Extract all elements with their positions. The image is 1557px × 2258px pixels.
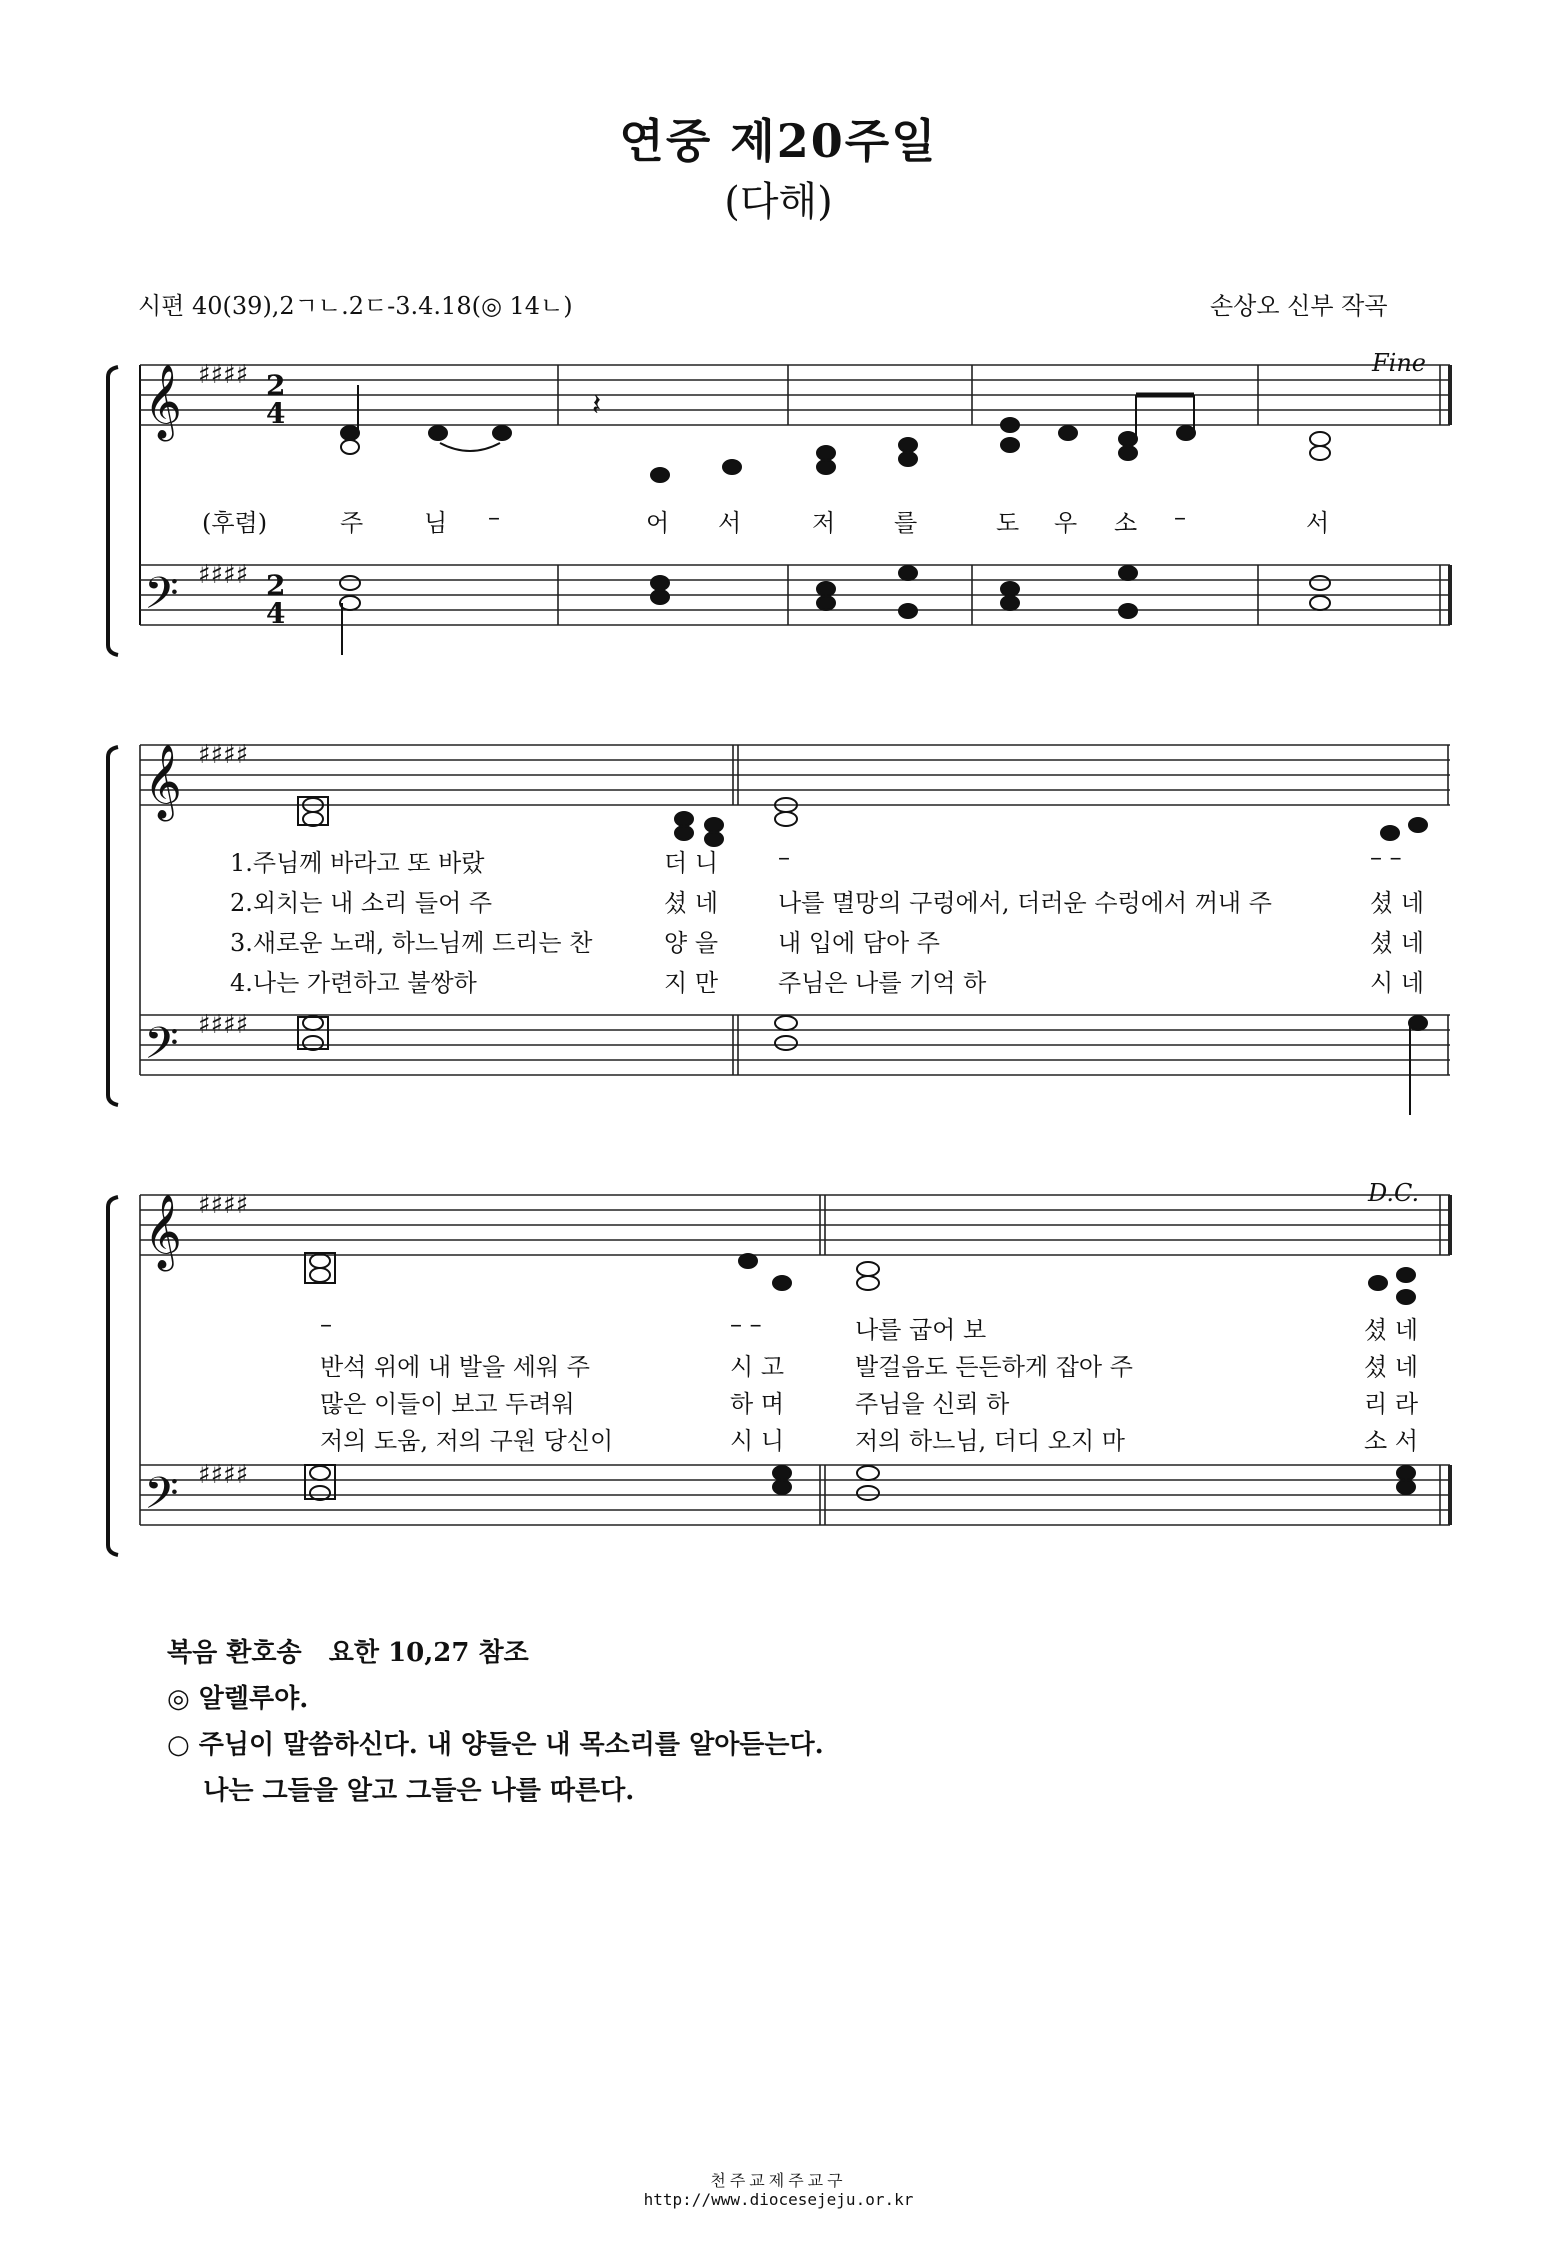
lyric: 를	[894, 509, 918, 537]
verse-3-h: 리 라	[1364, 1390, 1418, 1418]
gospel-line-2: ○ 주님이 말씀하신다. 내 양들은 내 목소리를 알아듣는다.	[167, 1730, 824, 1760]
verse-4-a: 4.나는 가련하고 불쌍하	[230, 969, 477, 997]
lyric: 서	[718, 509, 742, 537]
verse-2-e: 반석 위에 내 발을 세워 주	[320, 1353, 590, 1381]
verse-2-b: 셨 네	[664, 889, 718, 917]
verse-4-d: 시 네	[1370, 969, 1424, 997]
verse-4-f: 시 니	[730, 1427, 784, 1455]
lyric: 소	[1114, 509, 1138, 537]
svg-text:♯♯♯♯: ♯♯♯♯	[198, 740, 249, 770]
lyric: 어	[646, 509, 670, 537]
svg-text:𝄞: 𝄞	[144, 745, 182, 819]
page-subtitle: (다해)	[724, 179, 833, 225]
lyric: –	[1174, 503, 1186, 531]
verse-2-g: 발걸음도 든든하게 잡아 주	[855, 1353, 1133, 1381]
verse-3-b: 양 을	[664, 929, 718, 957]
svg-text:2: 2	[266, 569, 286, 602]
verse-1-h: 셨 네	[1364, 1316, 1418, 1344]
lyric: 서	[1306, 509, 1330, 537]
gospel-line-3: 나는 그들을 알고 그들은 나를 따른다.	[167, 1776, 635, 1806]
svg-text:♯♯♯♯: ♯♯♯♯	[198, 560, 249, 590]
svg-text:𝄞: 𝄞	[144, 365, 182, 439]
svg-text:𝄢: 𝄢	[144, 1017, 179, 1080]
verse-4-e: 저의 도움, 저의 구원 당신이	[320, 1427, 614, 1455]
lyric: 주	[340, 509, 364, 537]
psalm-reference: 시편 40(39),2ㄱㄴ.2ㄷ-3.4.18(◎ 14ㄴ)	[138, 292, 573, 320]
svg-text:4: 4	[266, 397, 286, 430]
verse-1-g: 나를 굽어 보	[855, 1316, 987, 1344]
verse-1-c: –	[778, 843, 790, 871]
lyric: 님	[424, 509, 448, 537]
verse-4-h: 소 서	[1364, 1427, 1418, 1455]
verse-3-d: 셨 네	[1370, 929, 1424, 957]
gospel-acclamation	[167, 1630, 824, 1814]
verse-1-e: –	[320, 1310, 332, 1338]
svg-text:𝄞: 𝄞	[144, 1195, 182, 1269]
verse-2-f: 시 고	[730, 1353, 784, 1381]
verse-3-e: 많은 이들이 보고 두려워	[320, 1390, 575, 1418]
score-system-3	[0, 1179, 1557, 1575]
svg-text:♯♯♯♯: ♯♯♯♯	[198, 1010, 249, 1040]
svg-text:𝄢: 𝄢	[144, 567, 179, 630]
page-title: 연중 제20주일	[619, 114, 938, 168]
lyric: –	[488, 503, 500, 531]
refrain-label: (후렴)	[202, 509, 268, 537]
verse-3-c: 내 입에 담아 주	[778, 929, 940, 957]
svg-text:♯♯♯♯: ♯♯♯♯	[198, 1460, 249, 1490]
svg-text:𝄽: 𝄽	[592, 388, 602, 423]
verse-2-c: 나를 멸망의 구렁에서, 더러운 수렁에서 꺼내 주	[778, 889, 1272, 917]
composer-credit: 손상오 신부 작곡	[1210, 292, 1388, 320]
verse-4-b: 지 만	[664, 969, 718, 997]
lyric: 도	[996, 509, 1020, 537]
verse-1-f: – –	[730, 1310, 762, 1338]
lyric: 저	[812, 509, 836, 537]
score-system-1	[0, 349, 1557, 665]
verse-1-a: 1.주님께 바라고 또 바랐	[230, 849, 485, 877]
score-system-2	[0, 735, 1557, 1125]
gospel-line-1: ◎ 알렐루야.	[167, 1684, 309, 1714]
verse-4-g: 저의 하느님, 더디 오지 마	[855, 1427, 1125, 1455]
lyric: 우	[1054, 509, 1078, 537]
svg-text:♯♯♯♯: ♯♯♯♯	[198, 360, 249, 390]
svg-text:♯♯♯♯: ♯♯♯♯	[198, 1190, 249, 1220]
verse-3-f: 하 며	[730, 1390, 784, 1418]
svg-text:4: 4	[266, 597, 286, 630]
verse-2-a: 2.외치는 내 소리 들어 주	[230, 889, 493, 917]
verse-4-c: 주님은 나를 기억 하	[778, 969, 987, 997]
verse-2-d: 셨 네	[1370, 889, 1424, 917]
footer-url[interactable]: http://www.diocesejeju.or.kr	[643, 2190, 914, 2209]
verse-3-g: 주님을 신뢰 하	[855, 1390, 1010, 1418]
verse-1-d: – –	[1370, 843, 1402, 871]
fine-mark: Fine	[1372, 349, 1426, 377]
verse-3-a: 3.새로운 노래, 하느님께 드리는 찬	[230, 929, 593, 957]
verse-2-h: 셨 네	[1364, 1353, 1418, 1381]
dc-mark: D.C.	[1368, 1179, 1420, 1207]
verse-1-b: 더 니	[664, 849, 718, 877]
svg-text:2: 2	[266, 369, 286, 402]
svg-text:𝄢: 𝄢	[144, 1467, 179, 1530]
footer-org: 천주교제주교구	[710, 2171, 847, 2190]
gospel-heading: 복음 환호송 요한 10,27 참조	[167, 1638, 529, 1668]
